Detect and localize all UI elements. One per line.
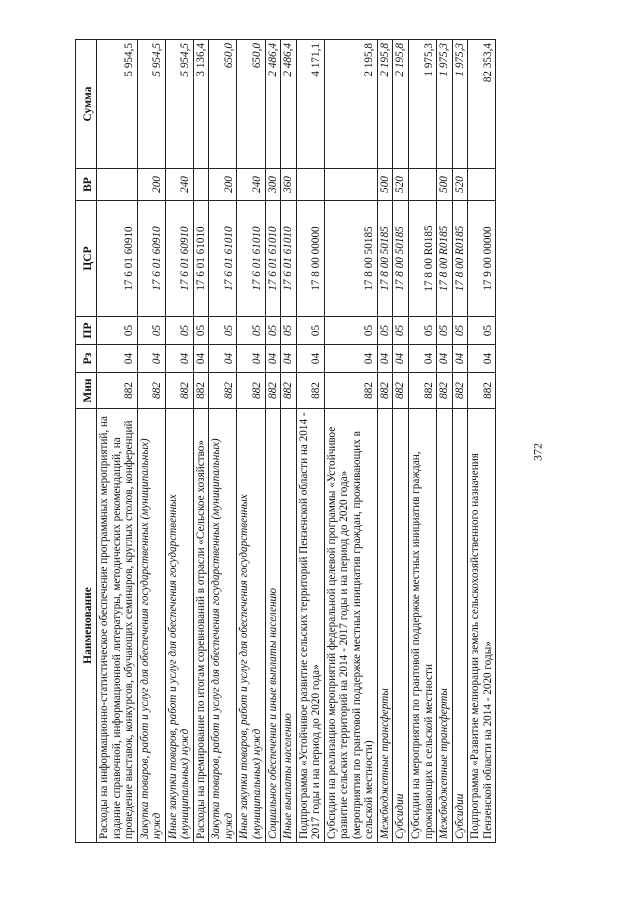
row-name: Субсидии [452, 409, 468, 843]
row-rz: 04 [165, 345, 193, 373]
row-vr [409, 169, 437, 201]
row-min: 882 [468, 373, 496, 409]
row-sum: 4 171,1 [296, 40, 324, 169]
row-min: 882 [393, 373, 409, 409]
row-csr: 17 6 01 60910 [137, 201, 165, 317]
row-rz: 04 [452, 345, 468, 373]
row-min: 882 [452, 373, 468, 409]
row-rz: 04 [281, 345, 297, 373]
row-csr: 17 6 01 60910 [165, 201, 193, 317]
row-min: 882 [296, 373, 324, 409]
row-rz: 04 [265, 345, 281, 373]
row-rz: 04 [393, 345, 409, 373]
row-sum: 2 195,8 [393, 40, 409, 169]
header-sum: Сумма [76, 40, 97, 169]
row-rz: 04 [324, 345, 377, 373]
row-vr [97, 169, 138, 201]
header-rz: Рз [76, 345, 97, 373]
row-pr: 05 [193, 317, 209, 345]
row-sum: 1 975,3 [452, 40, 468, 169]
table-row [452, 40, 468, 843]
row-sum: 650,0 [237, 40, 265, 169]
row-rz: 04 [409, 345, 437, 373]
row-pr: 05 [377, 317, 393, 345]
row-pr: 05 [97, 317, 138, 345]
row-name: Иные закупки товаров, работ и услуг для обеспечения государственных (муниципальных) нужд [237, 409, 265, 843]
row-csr: 17 8 00 00000 [296, 201, 324, 317]
row-csr: 17 8 00 R0185 [409, 201, 437, 317]
row-csr: 17 6 01 61010 [193, 201, 209, 317]
table-row [296, 40, 324, 843]
table-row [97, 40, 138, 843]
row-csr: 17 9 00 00000 [468, 201, 496, 317]
row-pr: 05 [409, 317, 437, 345]
header-min: Мин [76, 373, 97, 409]
row-min: 882 [281, 373, 297, 409]
row-name: Субсидии [393, 409, 409, 843]
row-sum: 2 195,8 [324, 40, 377, 169]
table-row [165, 40, 193, 843]
table-row [209, 40, 237, 843]
row-min: 882 [137, 373, 165, 409]
row-vr [193, 169, 209, 201]
row-min: 882 [437, 373, 453, 409]
row-name: Социальное обеспечение и иные выплаты населению [265, 409, 281, 843]
row-vr [468, 169, 496, 201]
row-rz: 04 [237, 345, 265, 373]
row-rz: 04 [97, 345, 138, 373]
page-number: 372 [530, 443, 545, 461]
row-min: 882 [165, 373, 193, 409]
row-rz: 04 [137, 345, 165, 373]
table-row [324, 40, 377, 843]
row-name: Субсидии на реализацию мероприятий федеральной целевой программы «Устойчивое развитие сельских территорий на 2014 - 2017 годы и на период до 2020 года» (мероприятия по грантовой поддержке местных инициатив граждан, проживающих в сельской местности) [324, 409, 377, 843]
row-sum: 82 353,4 [468, 40, 496, 169]
table-row [393, 40, 409, 843]
row-name: Подпрограмма «Устойчивое развитие сельских территорий Пензенской области на 2014 - 2017 годы и на период до 2020 года» [296, 409, 324, 843]
row-name: Расходы на информационно-статистическое обеспечение программных мероприятий, на издание справочной, информационной литературы, методических рекомендаций, на проведение выставок, конкурсов, обучающих семинаров, круглых столов, конференций [97, 409, 138, 843]
row-name: Расходы на премирование по итогам соревнований в отрасли «Сельское хозяйство» [193, 409, 209, 843]
row-rz: 04 [437, 345, 453, 373]
row-pr: 05 [468, 317, 496, 345]
row-vr: 300 [265, 169, 281, 201]
header-name: Наименование [76, 409, 97, 843]
row-pr: 05 [393, 317, 409, 345]
row-name: Иные выплаты населению [281, 409, 297, 843]
header-pr: ПР [76, 317, 97, 345]
table-row [137, 40, 165, 843]
row-min: 882 [209, 373, 237, 409]
row-name: Межбюджетные трансферты [437, 409, 453, 843]
row-sum: 650,0 [209, 40, 237, 169]
row-csr: 17 8 00 50185 [377, 201, 393, 317]
row-vr: 520 [393, 169, 409, 201]
row-name: Закупка товаров, работ и услуг для обеспечения государственных (муниципальных) нужд [209, 409, 237, 843]
row-pr: 05 [437, 317, 453, 345]
row-min: 882 [409, 373, 437, 409]
row-sum: 1 975,3 [409, 40, 437, 169]
row-min: 882 [265, 373, 281, 409]
row-pr: 05 [296, 317, 324, 345]
row-vr [324, 169, 377, 201]
row-min: 882 [97, 373, 138, 409]
table-row [193, 40, 209, 843]
row-sum: 2 195,8 [377, 40, 393, 169]
row-csr: 17 6 01 61010 [237, 201, 265, 317]
table-row [377, 40, 393, 843]
row-rz: 04 [377, 345, 393, 373]
row-sum: 1 975,3 [437, 40, 453, 169]
row-rz: 04 [193, 345, 209, 373]
table-row [437, 40, 453, 843]
row-min: 882 [237, 373, 265, 409]
row-sum: 3 136,4 [193, 40, 209, 169]
row-pr: 05 [452, 317, 468, 345]
row-csr: 17 8 00 50185 [324, 201, 377, 317]
row-vr: 500 [437, 169, 453, 201]
row-csr: 17 6 01 61010 [209, 201, 237, 317]
row-vr: 500 [377, 169, 393, 201]
header-vr: ВР [76, 169, 97, 201]
row-rz: 04 [209, 345, 237, 373]
row-vr: 200 [137, 169, 165, 201]
row-vr [296, 169, 324, 201]
table-header-row [76, 40, 97, 843]
table-row [468, 40, 496, 843]
row-pr: 05 [209, 317, 237, 345]
row-sum: 2 486,4 [281, 40, 297, 169]
row-vr: 360 [281, 169, 297, 201]
row-csr: 17 6 01 61010 [281, 201, 297, 317]
row-name: Субсидии на мероприятия по грантовой поддержке местных инициатив граждан, проживающих в сельской местности [409, 409, 437, 843]
row-csr: 17 8 00 R0185 [437, 201, 453, 317]
row-name: Подпрограмма «Развитие мелиорации земель сельскохозяйственного назначения Пензенской области на 2014 - 2020 годы» [468, 409, 496, 843]
row-pr: 05 [165, 317, 193, 345]
row-csr: 17 8 00 R0185 [452, 201, 468, 317]
row-sum: 2 486,4 [265, 40, 281, 169]
row-name: Закупка товаров, работ и услуг для обеспечения государственных (муниципальных) нужд [137, 409, 165, 843]
row-min: 882 [324, 373, 377, 409]
row-csr: 17 6 01 60910 [97, 201, 138, 317]
row-sum: 5 954,5 [137, 40, 165, 169]
row-sum: 5 954,5 [165, 40, 193, 169]
row-csr: 17 6 01 61010 [265, 201, 281, 317]
header-csr: ЦСР [76, 201, 97, 317]
budget-table [75, 39, 496, 843]
table-row [409, 40, 437, 843]
row-rz: 04 [468, 345, 496, 373]
row-name: Межбюджетные трансферты [377, 409, 393, 843]
row-pr: 05 [265, 317, 281, 345]
row-rz: 04 [296, 345, 324, 373]
row-pr: 05 [324, 317, 377, 345]
row-sum: 5 954,5 [97, 40, 138, 169]
table-row [237, 40, 265, 843]
budget-table-sheet [75, 40, 559, 843]
row-pr: 05 [137, 317, 165, 345]
row-vr: 520 [452, 169, 468, 201]
row-vr: 240 [237, 169, 265, 201]
table-row [265, 40, 281, 843]
row-name: Иные закупки товаров, работ и услуг для обеспечения государственных (муниципальных) нужд [165, 409, 193, 843]
row-pr: 05 [237, 317, 265, 345]
row-vr: 240 [165, 169, 193, 201]
row-csr: 17 8 00 50185 [393, 201, 409, 317]
row-pr: 05 [281, 317, 297, 345]
row-vr: 200 [209, 169, 237, 201]
row-min: 882 [193, 373, 209, 409]
row-min: 882 [377, 373, 393, 409]
table-row [281, 40, 297, 843]
